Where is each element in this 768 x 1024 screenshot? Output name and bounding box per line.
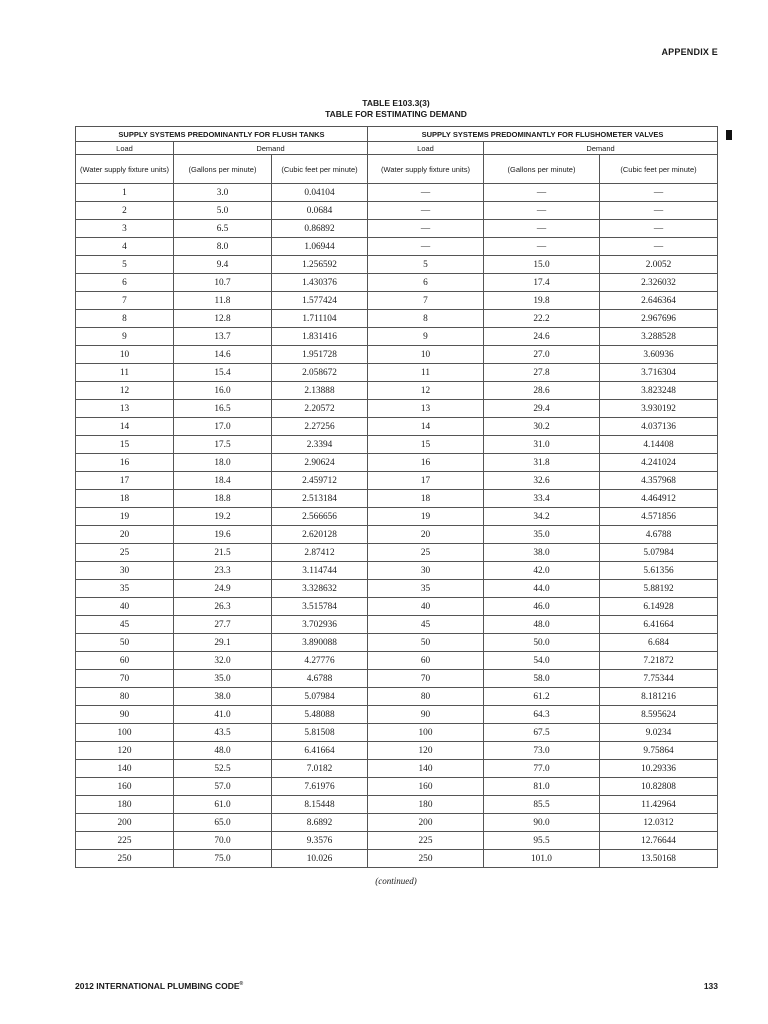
- cell-wsfu-left: 6: [76, 274, 174, 292]
- table-row: [76, 310, 718, 328]
- cell-gpm-right: 77.0: [484, 760, 600, 778]
- cell-gpm-right: —: [484, 184, 600, 202]
- cell-gpm-right: 81.0: [484, 778, 600, 796]
- table-row: [76, 688, 718, 706]
- cell-wsfu-right: —: [368, 184, 484, 202]
- cell-gpm-right: 64.3: [484, 706, 600, 724]
- cell-gpm-left: 21.5: [174, 544, 272, 562]
- cell-wsfu-right: 11: [368, 364, 484, 382]
- cell-cfm-left: 7.61976: [272, 778, 368, 796]
- cell-gpm-right: 22.2: [484, 310, 600, 328]
- cell-wsfu-left: 250: [76, 850, 174, 868]
- table-row: [76, 184, 718, 202]
- cell-gpm-left: 48.0: [174, 742, 272, 760]
- cell-gpm-left: 24.9: [174, 580, 272, 598]
- cell-wsfu-left: 7: [76, 292, 174, 310]
- cell-wsfu-left: 120: [76, 742, 174, 760]
- cell-gpm-right: 28.6: [484, 382, 600, 400]
- cell-gpm-right: 90.0: [484, 814, 600, 832]
- cell-cfm-left: 7.0182: [272, 760, 368, 778]
- cell-gpm-right: 33.4: [484, 490, 600, 508]
- revision-marker: [726, 130, 732, 140]
- cell-gpm-left: 19.2: [174, 508, 272, 526]
- cell-wsfu-left: 160: [76, 778, 174, 796]
- cell-cfm-left: 3.702936: [272, 616, 368, 634]
- cell-cfm-left: 0.04104: [272, 184, 368, 202]
- cell-gpm-right: 95.5: [484, 832, 600, 850]
- cell-gpm-right: 27.8: [484, 364, 600, 382]
- cell-cfm-right: 13.50168: [600, 850, 718, 868]
- cell-wsfu-right: 18: [368, 490, 484, 508]
- cell-gpm-left: 65.0: [174, 814, 272, 832]
- table-caption: [75, 98, 717, 120]
- cell-cfm-right: 4.037136: [600, 418, 718, 436]
- cell-cfm-right: —: [600, 184, 718, 202]
- cell-cfm-right: 11.42964: [600, 796, 718, 814]
- appendix-header: APPENDIX E: [661, 47, 718, 57]
- cell-wsfu-left: 9: [76, 328, 174, 346]
- cell-cfm-right: 10.82808: [600, 778, 718, 796]
- cell-gpm-right: 35.0: [484, 526, 600, 544]
- cell-gpm-right: 54.0: [484, 652, 600, 670]
- cell-gpm-left: 29.1: [174, 634, 272, 652]
- cell-wsfu-left: 90: [76, 706, 174, 724]
- flush-tanks-header: SUPPLY SYSTEMS PREDOMINANTLY FOR FLUSH TANKS: [76, 127, 368, 142]
- cell-gpm-right: —: [484, 238, 600, 256]
- table-row: [76, 742, 718, 760]
- cell-wsfu-right: 16: [368, 454, 484, 472]
- cell-gpm-right: 48.0: [484, 616, 600, 634]
- table-row: [76, 382, 718, 400]
- cell-gpm-left: 18.4: [174, 472, 272, 490]
- cell-wsfu-left: 80: [76, 688, 174, 706]
- cell-wsfu-right: 8: [368, 310, 484, 328]
- cell-wsfu-left: 100: [76, 724, 174, 742]
- cell-cfm-right: 10.29336: [600, 760, 718, 778]
- load-header-right: Load: [368, 142, 484, 155]
- footer-code-title: [75, 981, 243, 991]
- cell-cfm-right: 6.14928: [600, 598, 718, 616]
- cell-gpm-right: 32.6: [484, 472, 600, 490]
- cell-wsfu-left: 13: [76, 400, 174, 418]
- cell-cfm-left: 1.951728: [272, 346, 368, 364]
- table-row: [76, 706, 718, 724]
- cell-wsfu-right: 12: [368, 382, 484, 400]
- cell-cfm-left: 2.20572: [272, 400, 368, 418]
- cfm-header-left: (Cubic feet per minute): [272, 155, 368, 184]
- cell-wsfu-right: 13: [368, 400, 484, 418]
- cell-cfm-left: 3.890088: [272, 634, 368, 652]
- cell-gpm-left: 3.0: [174, 184, 272, 202]
- table-row: [76, 652, 718, 670]
- cell-cfm-right: 3.288528: [600, 328, 718, 346]
- cell-wsfu-right: 160: [368, 778, 484, 796]
- table-row: [76, 616, 718, 634]
- cell-gpm-left: 13.7: [174, 328, 272, 346]
- cell-gpm-left: 18.0: [174, 454, 272, 472]
- cell-wsfu-left: 12: [76, 382, 174, 400]
- table-row: [76, 418, 718, 436]
- cell-cfm-left: 5.81508: [272, 724, 368, 742]
- cell-wsfu-left: 20: [76, 526, 174, 544]
- table-row: [76, 598, 718, 616]
- cell-wsfu-right: 6: [368, 274, 484, 292]
- cell-wsfu-right: 30: [368, 562, 484, 580]
- cell-wsfu-right: 90: [368, 706, 484, 724]
- cell-gpm-left: 26.3: [174, 598, 272, 616]
- cell-cfm-right: 3.930192: [600, 400, 718, 418]
- wsfu-header-right: (Water supply fixture units): [368, 155, 484, 184]
- cell-gpm-left: 8.0: [174, 238, 272, 256]
- cell-wsfu-right: 225: [368, 832, 484, 850]
- cell-cfm-left: 1.577424: [272, 292, 368, 310]
- cell-cfm-right: 5.07984: [600, 544, 718, 562]
- cell-gpm-left: 75.0: [174, 850, 272, 868]
- cell-wsfu-left: 40: [76, 598, 174, 616]
- cell-cfm-left: 6.41664: [272, 742, 368, 760]
- cell-gpm-right: 31.0: [484, 436, 600, 454]
- cell-wsfu-right: 60: [368, 652, 484, 670]
- table-row: [76, 508, 718, 526]
- cell-wsfu-left: 8: [76, 310, 174, 328]
- cell-gpm-right: 34.2: [484, 508, 600, 526]
- cell-cfm-left: 0.86892: [272, 220, 368, 238]
- cell-gpm-right: 50.0: [484, 634, 600, 652]
- demand-header-right: Demand: [484, 142, 718, 155]
- cell-wsfu-right: 9: [368, 328, 484, 346]
- cell-cfm-right: 3.823248: [600, 382, 718, 400]
- cfm-header-right: (Cubic feet per minute): [600, 155, 718, 184]
- cell-cfm-left: 2.566656: [272, 508, 368, 526]
- cell-cfm-left: 10.026: [272, 850, 368, 868]
- cell-cfm-left: 3.114744: [272, 562, 368, 580]
- cell-gpm-right: 61.2: [484, 688, 600, 706]
- cell-wsfu-right: 40: [368, 598, 484, 616]
- table-row: [76, 238, 718, 256]
- cell-cfm-left: 2.620128: [272, 526, 368, 544]
- cell-cfm-right: 12.76644: [600, 832, 718, 850]
- cell-cfm-right: 9.75864: [600, 742, 718, 760]
- table-row: [76, 490, 718, 508]
- cell-cfm-left: 2.87412: [272, 544, 368, 562]
- cell-wsfu-left: 15: [76, 436, 174, 454]
- cell-gpm-right: 17.4: [484, 274, 600, 292]
- cell-cfm-left: 5.48088: [272, 706, 368, 724]
- cell-wsfu-right: 10: [368, 346, 484, 364]
- cell-gpm-left: 14.6: [174, 346, 272, 364]
- cell-wsfu-left: 25: [76, 544, 174, 562]
- table-row: [76, 724, 718, 742]
- table-row: [76, 202, 718, 220]
- flushometer-valves-header: SUPPLY SYSTEMS PREDOMINANTLY FOR FLUSHOMETER VALVES: [368, 127, 718, 142]
- cell-gpm-right: —: [484, 202, 600, 220]
- cell-cfm-right: 5.88192: [600, 580, 718, 598]
- table-row: [76, 562, 718, 580]
- cell-cfm-right: 3.716304: [600, 364, 718, 382]
- table-row: [76, 256, 718, 274]
- table-row: [76, 274, 718, 292]
- cell-cfm-right: 4.357968: [600, 472, 718, 490]
- cell-cfm-right: 7.75344: [600, 670, 718, 688]
- cell-cfm-right: 6.684: [600, 634, 718, 652]
- cell-wsfu-right: 100: [368, 724, 484, 742]
- table-row: [76, 634, 718, 652]
- cell-wsfu-left: 1: [76, 184, 174, 202]
- cell-wsfu-right: —: [368, 220, 484, 238]
- cell-cfm-left: 4.6788: [272, 670, 368, 688]
- cell-wsfu-left: 70: [76, 670, 174, 688]
- table-row: [76, 472, 718, 490]
- cell-wsfu-left: 200: [76, 814, 174, 832]
- cell-gpm-left: 23.3: [174, 562, 272, 580]
- cell-wsfu-right: 180: [368, 796, 484, 814]
- cell-cfm-right: 4.6788: [600, 526, 718, 544]
- cell-wsfu-left: 3: [76, 220, 174, 238]
- cell-wsfu-right: 200: [368, 814, 484, 832]
- cell-gpm-left: 27.7: [174, 616, 272, 634]
- table-row: [76, 292, 718, 310]
- cell-gpm-left: 52.5: [174, 760, 272, 778]
- table-row: [76, 670, 718, 688]
- units-header-row: [76, 155, 718, 184]
- cell-wsfu-right: 15: [368, 436, 484, 454]
- cell-wsfu-left: 18: [76, 490, 174, 508]
- cell-cfm-left: 5.07984: [272, 688, 368, 706]
- cell-wsfu-left: 10: [76, 346, 174, 364]
- cell-cfm-left: 2.90624: [272, 454, 368, 472]
- cell-gpm-left: 18.8: [174, 490, 272, 508]
- page-number: 133: [703, 981, 718, 991]
- cell-wsfu-left: 50: [76, 634, 174, 652]
- cell-wsfu-right: 120: [368, 742, 484, 760]
- table-row: [76, 580, 718, 598]
- cell-cfm-left: 3.515784: [272, 598, 368, 616]
- cell-wsfu-right: 70: [368, 670, 484, 688]
- cell-cfm-right: 2.646364: [600, 292, 718, 310]
- cell-gpm-left: 32.0: [174, 652, 272, 670]
- cell-gpm-right: 15.0: [484, 256, 600, 274]
- continued-note: (continued): [375, 876, 417, 886]
- table-row: [76, 328, 718, 346]
- cell-wsfu-left: 19: [76, 508, 174, 526]
- cell-wsfu-right: 250: [368, 850, 484, 868]
- cell-cfm-right: —: [600, 202, 718, 220]
- cell-wsfu-left: 60: [76, 652, 174, 670]
- cell-wsfu-right: —: [368, 202, 484, 220]
- cell-gpm-left: 17.0: [174, 418, 272, 436]
- cell-cfm-left: 1.430376: [272, 274, 368, 292]
- cell-gpm-left: 35.0: [174, 670, 272, 688]
- cell-gpm-left: 16.5: [174, 400, 272, 418]
- table-row: [76, 850, 718, 868]
- cell-wsfu-left: 17: [76, 472, 174, 490]
- cell-wsfu-right: 14: [368, 418, 484, 436]
- cell-wsfu-right: 17: [368, 472, 484, 490]
- cell-wsfu-left: 45: [76, 616, 174, 634]
- cell-gpm-right: 38.0: [484, 544, 600, 562]
- cell-gpm-right: 67.5: [484, 724, 600, 742]
- cell-gpm-right: 24.6: [484, 328, 600, 346]
- table-row: [76, 346, 718, 364]
- table-row: [76, 814, 718, 832]
- cell-wsfu-right: 20: [368, 526, 484, 544]
- cell-wsfu-right: 140: [368, 760, 484, 778]
- table-row: [76, 220, 718, 238]
- cell-wsfu-left: 180: [76, 796, 174, 814]
- cell-wsfu-right: 80: [368, 688, 484, 706]
- table-number: TABLE E103.3(3): [362, 98, 430, 108]
- cell-gpm-left: 10.7: [174, 274, 272, 292]
- cell-gpm-left: 5.0: [174, 202, 272, 220]
- cell-gpm-right: 85.5: [484, 796, 600, 814]
- cell-cfm-right: 7.21872: [600, 652, 718, 670]
- cell-wsfu-left: 225: [76, 832, 174, 850]
- cell-cfm-left: 2.27256: [272, 418, 368, 436]
- cell-gpm-left: 70.0: [174, 832, 272, 850]
- cell-gpm-left: 15.4: [174, 364, 272, 382]
- cell-gpm-left: 19.6: [174, 526, 272, 544]
- cell-wsfu-right: —: [368, 238, 484, 256]
- cell-gpm-right: 73.0: [484, 742, 600, 760]
- gpm-header-left: (Gallons per minute): [174, 155, 272, 184]
- cell-cfm-left: 1.256592: [272, 256, 368, 274]
- cell-cfm-left: 2.058672: [272, 364, 368, 382]
- cell-gpm-right: 46.0: [484, 598, 600, 616]
- cell-gpm-right: 29.4: [484, 400, 600, 418]
- cell-gpm-left: 17.5: [174, 436, 272, 454]
- cell-cfm-right: 5.61356: [600, 562, 718, 580]
- cell-cfm-right: 4.571856: [600, 508, 718, 526]
- table-row: [76, 832, 718, 850]
- cell-cfm-right: 4.464912: [600, 490, 718, 508]
- cell-wsfu-right: 35: [368, 580, 484, 598]
- table-row: [76, 796, 718, 814]
- cell-cfm-right: 8.595624: [600, 706, 718, 724]
- cell-gpm-right: 42.0: [484, 562, 600, 580]
- cell-gpm-right: 30.2: [484, 418, 600, 436]
- cell-cfm-left: 8.15448: [272, 796, 368, 814]
- cell-wsfu-right: 5: [368, 256, 484, 274]
- table-row: [76, 436, 718, 454]
- cell-gpm-left: 61.0: [174, 796, 272, 814]
- cell-cfm-right: 9.0234: [600, 724, 718, 742]
- table-row: [76, 544, 718, 562]
- cell-wsfu-left: 14: [76, 418, 174, 436]
- table-row: [76, 400, 718, 418]
- cell-wsfu-left: 30: [76, 562, 174, 580]
- gpm-header-right: (Gallons per minute): [484, 155, 600, 184]
- cell-cfm-left: 8.6892: [272, 814, 368, 832]
- cell-wsfu-right: 50: [368, 634, 484, 652]
- cell-gpm-left: 41.0: [174, 706, 272, 724]
- cell-gpm-right: 27.0: [484, 346, 600, 364]
- cell-gpm-right: —: [484, 220, 600, 238]
- table-title: TABLE FOR ESTIMATING DEMAND: [325, 109, 467, 119]
- cell-cfm-left: 2.513184: [272, 490, 368, 508]
- table-row: [76, 454, 718, 472]
- cell-gpm-left: 12.8: [174, 310, 272, 328]
- cell-cfm-left: 9.3576: [272, 832, 368, 850]
- table-row: [76, 760, 718, 778]
- cell-wsfu-right: 45: [368, 616, 484, 634]
- cell-gpm-left: 11.8: [174, 292, 272, 310]
- cell-gpm-left: 6.5: [174, 220, 272, 238]
- cell-cfm-right: 12.0312: [600, 814, 718, 832]
- cell-wsfu-left: 2: [76, 202, 174, 220]
- cell-cfm-left: 2.3394: [272, 436, 368, 454]
- table-row: [76, 778, 718, 796]
- cell-cfm-right: 2.326032: [600, 274, 718, 292]
- cell-gpm-left: 16.0: [174, 382, 272, 400]
- cell-cfm-right: 2.0052: [600, 256, 718, 274]
- cell-wsfu-right: 25: [368, 544, 484, 562]
- footer-code-text: 2012 INTERNATIONAL PLUMBING CODE: [75, 981, 240, 991]
- cell-cfm-right: 2.967696: [600, 310, 718, 328]
- registered-mark: ®: [239, 981, 244, 988]
- cell-cfm-right: 4.14408: [600, 436, 718, 454]
- cell-gpm-right: 101.0: [484, 850, 600, 868]
- cell-gpm-right: 58.0: [484, 670, 600, 688]
- cell-cfm-left: 1.831416: [272, 328, 368, 346]
- cell-gpm-left: 38.0: [174, 688, 272, 706]
- cell-wsfu-left: 4: [76, 238, 174, 256]
- cell-wsfu-left: 11: [76, 364, 174, 382]
- subgroup-header-row: [76, 142, 718, 155]
- cell-cfm-left: 0.0684: [272, 202, 368, 220]
- cell-cfm-right: —: [600, 238, 718, 256]
- cell-cfm-left: 3.328632: [272, 580, 368, 598]
- cell-wsfu-left: 140: [76, 760, 174, 778]
- cell-cfm-left: 1.711104: [272, 310, 368, 328]
- demand-header-left: Demand: [174, 142, 368, 155]
- load-header-left: Load: [76, 142, 174, 155]
- cell-cfm-left: 1.06944: [272, 238, 368, 256]
- cell-cfm-left: 4.27776: [272, 652, 368, 670]
- table-row: [76, 364, 718, 382]
- cell-cfm-left: 2.13888: [272, 382, 368, 400]
- cell-cfm-left: 2.459712: [272, 472, 368, 490]
- cell-wsfu-left: 16: [76, 454, 174, 472]
- cell-gpm-right: 31.8: [484, 454, 600, 472]
- group-header-row: [76, 127, 718, 142]
- cell-wsfu-left: 5: [76, 256, 174, 274]
- cell-cfm-right: 8.181216: [600, 688, 718, 706]
- cell-gpm-left: 43.5: [174, 724, 272, 742]
- cell-cfm-right: 6.41664: [600, 616, 718, 634]
- cell-cfm-right: 4.241024: [600, 454, 718, 472]
- wsfu-header-left: (Water supply fixture units): [76, 155, 174, 184]
- cell-gpm-right: 44.0: [484, 580, 600, 598]
- cell-wsfu-right: 19: [368, 508, 484, 526]
- cell-wsfu-right: 7: [368, 292, 484, 310]
- cell-gpm-right: 19.8: [484, 292, 600, 310]
- cell-gpm-left: 9.4: [174, 256, 272, 274]
- cell-cfm-right: —: [600, 220, 718, 238]
- table-row: [76, 526, 718, 544]
- cell-wsfu-left: 35: [76, 580, 174, 598]
- demand-table: [75, 126, 718, 868]
- table-body: [76, 184, 718, 868]
- cell-cfm-right: 3.60936: [600, 346, 718, 364]
- cell-gpm-left: 57.0: [174, 778, 272, 796]
